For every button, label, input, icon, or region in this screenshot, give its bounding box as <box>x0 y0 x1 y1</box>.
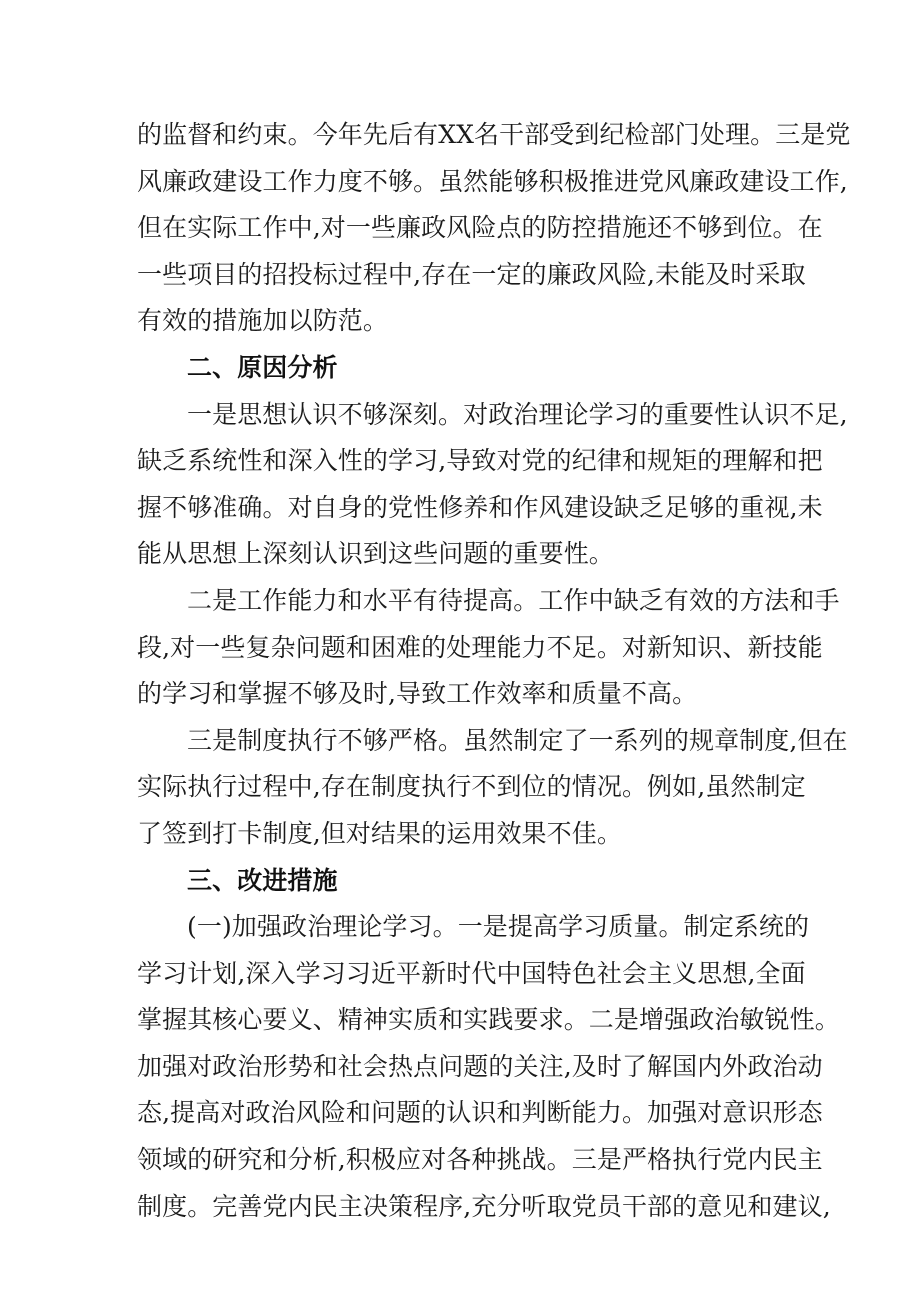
text-line: 一些项目的招投标过程中,存在一定的廉政风险,未能及时采取 <box>137 259 806 289</box>
text-line: 的监督和约束。今年先后有XX名干部受到纪检部门处理。三是党 <box>137 120 851 149</box>
text-line: (一)加强政治理论学习。一是提高学习质量。制定系统的 <box>187 912 810 942</box>
section-heading: 三、改进措施 <box>187 865 338 895</box>
text-line: 掌握其核心要义、精神实质和实践要求。二是增强政治敏锐性。 <box>137 1005 840 1035</box>
text-line: 能从思想上深刻认识到这些问题的重要性。 <box>137 539 614 569</box>
text-line: 但在实际工作中,对一些廉政风险点的防控措施还不够到位。在 <box>137 213 823 243</box>
text-line: 加强对政治形势和社会热点问题的关注,及时了解国内外政治动 <box>137 1051 823 1081</box>
text-line: 领域的研究和分析,积极应对各种挑战。三是严格执行党内民主 <box>137 1145 823 1175</box>
text-line: 态,提高对政治风险和问题的认识和判断能力。加强对意识形态 <box>137 1098 823 1128</box>
text-line: 有效的措施加以防范。 <box>137 306 389 336</box>
text-line: 了签到打卡制度,但对结果的运用效果不佳。 <box>137 818 622 848</box>
text-line: 风廉政建设工作力度不够。虽然能够积极推进党风廉政建设工作, <box>137 166 848 196</box>
text-line: 三是制度执行不够严格。虽然制定了一系列的规章制度,但在 <box>187 725 848 755</box>
text-line: 一是思想认识不够深刻。对政治理论学习的重要性认识不足, <box>187 399 848 429</box>
section-heading: 二、原因分析 <box>187 352 338 382</box>
text-line: 的学习和掌握不够及时,导致工作效率和质量不高。 <box>137 679 698 709</box>
text-line: 学习计划,深入学习习近平新时代中国特色社会主义思想,全面 <box>137 958 806 988</box>
text-line: 握不够准确。对自身的党性修养和作风建设缺乏足够的重视,未 <box>137 492 823 522</box>
text-line: 段,对一些复杂问题和困难的处理能力不足。对新知识、新技能 <box>137 632 823 662</box>
text-line: 实际执行过程中,存在制度执行不到位的情况。例如,虽然制定 <box>137 772 806 802</box>
text-line: 二是工作能力和水平有待提高。工作中缺乏有效的方法和手 <box>187 585 840 615</box>
text-line: 缺乏系统性和深入性的学习,导致对党的纪律和规矩的理解和把 <box>137 446 823 476</box>
document-body <box>137 112 851 1230</box>
text-line: 制度。完善党内民主决策程序,充分听取党员干部的意见和建议, <box>137 1191 831 1221</box>
